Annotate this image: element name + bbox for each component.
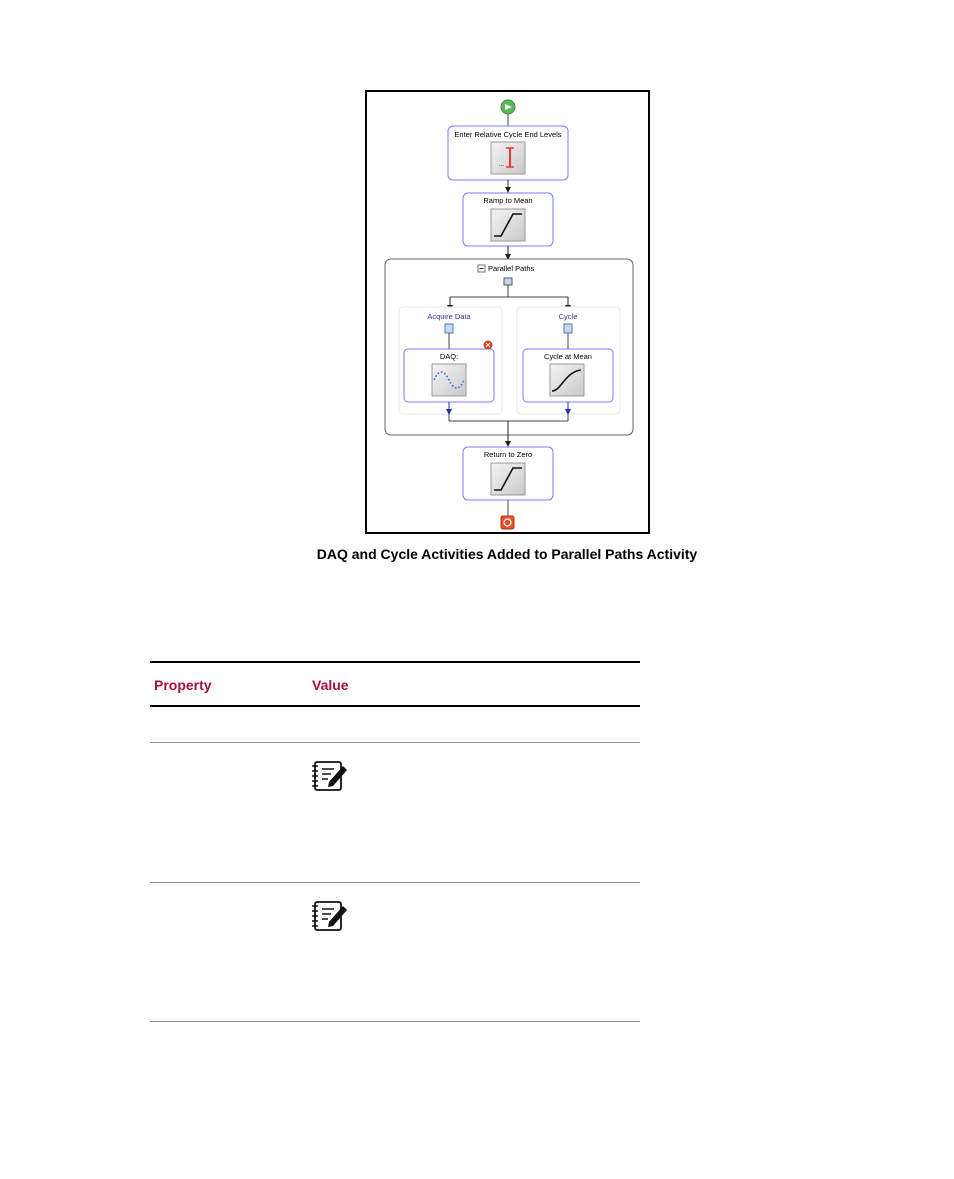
branch-label: Cycle: [558, 312, 578, 321]
branch-cycle[interactable]: [517, 307, 620, 414]
sequence-icon: [445, 324, 453, 333]
activity-parallel-paths[interactable]: [385, 259, 633, 435]
activity-label: Ramp to Mean: [483, 196, 533, 205]
note-pencil-icon: [311, 758, 349, 799]
table-header-property: Property: [154, 677, 212, 693]
error-icon: [484, 341, 493, 350]
stop-icon: [501, 516, 514, 529]
branch-label: Acquire Data: [427, 312, 471, 321]
svg-text:...: ...: [499, 162, 505, 168]
activity-label: Return to Zero: [483, 450, 533, 459]
activity-ramp-to-mean[interactable]: [463, 193, 553, 246]
workflow-figure: [365, 90, 650, 534]
table-row-divider: [150, 742, 640, 743]
table-bottom-rule: [150, 1021, 640, 1022]
parallel-icon: [504, 278, 512, 285]
table-top-rule: [150, 661, 640, 663]
activity-label: Cycle at Mean: [544, 352, 592, 361]
table-header-value: Value: [312, 677, 349, 693]
table-header-rule: [150, 705, 640, 707]
branch-acquire-data[interactable]: [399, 307, 502, 414]
start-icon: [501, 100, 515, 114]
sequence-icon: [564, 324, 572, 333]
activity-label: Parallel Paths: [488, 264, 535, 273]
table-row-divider: [150, 882, 640, 883]
note-pencil-icon: [311, 898, 349, 939]
activity-label: Enter Relative Cycle End Levels: [454, 130, 562, 139]
activity-return-to-zero[interactable]: [463, 447, 553, 500]
activity-label: DAQ:: [439, 352, 459, 361]
activity-enter-relative-cycle-end-levels[interactable]: [448, 126, 568, 180]
figure-caption: DAQ and Cycle Activities Added to Parallel Paths Activity: [316, 546, 698, 562]
